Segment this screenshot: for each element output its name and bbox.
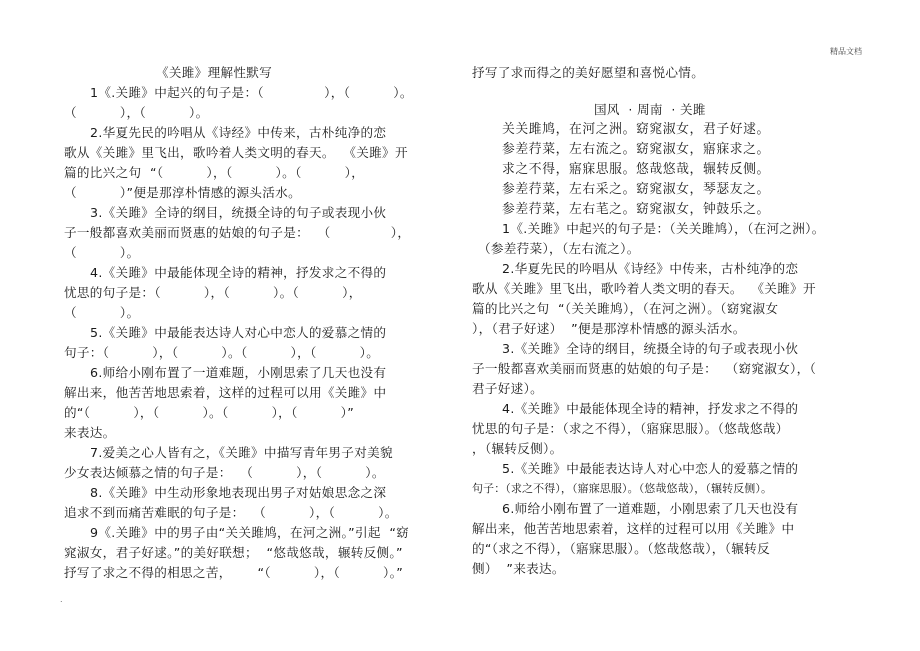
question-line: 句子：（ ），（ ）。（ ），（ ）。: [64, 345, 380, 360]
question-line: 的“（ ），（ ）。（ ），（ ）”: [64, 405, 355, 420]
answer-line: 解出来，他苦苦地思索着，这样的过程可以用《关雎》中: [472, 521, 795, 536]
answer-line: 3.《关雎》全诗的纲目，统摄全诗的句子或表现小伙: [502, 341, 799, 356]
question-line: 窕淑女，君子好逑。”的美好联想； “悠哉悠哉，辗转反侧。”: [64, 545, 403, 560]
question-line: 歌从《关雎》里飞出，歌吟着人类文明的春天。 《关雎》开: [64, 145, 408, 160]
answer-line: 1《.关雎》中起兴的句子是：（关关雎鸠），（在河之洲）。: [502, 221, 825, 236]
poem-line: 参差荇菜，左右芼之。窈窕淑女，钟鼓乐之。: [502, 202, 770, 217]
answer-line: （参差荇菜），（左右流之）。: [478, 241, 640, 256]
question-line: 忧思的句子是：（ ），（ ）。（ ），: [64, 285, 362, 300]
question-line: 5.《关雎》中最能表达诗人对心中恋人的爱慕之情的: [90, 325, 387, 340]
question-line: 追求不到而痛苦难眠的句子是： （ ），（ ）。: [64, 505, 398, 520]
poem-line: 求之不得，寤寐思服。悠哉悠哉，辗转反侧。: [502, 162, 770, 177]
question-line: 来表达。: [64, 425, 116, 440]
answer-line: 歌从《关雎》里飞出，歌吟着人类文明的春天。 《关雎》开: [472, 281, 816, 296]
question-line: （ ）。: [64, 245, 140, 260]
question-line: 4.《关雎》中最能体现全诗的精神，抒发求之不得的: [90, 265, 387, 280]
question-line: 2.华夏先民的吟唱从《诗经》中传来，古朴纯净的恋: [90, 125, 387, 140]
header-tag: 精品文档: [830, 47, 862, 56]
poem-line: 参差荇菜，左右流之。窈窕淑女，寤寐求之。: [502, 142, 770, 157]
question-line: 9《.关雎》中的男子由“关关雎鸠，在河之洲。”引起 “窈: [90, 525, 410, 540]
question-line: 3.《关雎》全诗的纲目，统摄全诗的句子或表现小伙: [90, 205, 387, 220]
footer-mark: .: [60, 595, 63, 604]
answer-line: 侧） ”来表达。: [472, 561, 565, 576]
question-line: 6.师给小刚布置了一道难题，小刚思索了几天也没有: [90, 365, 387, 380]
answer-line: 篇的比兴之句 “（关关雎鸠），（在河之洲）。（窈窕淑女: [472, 301, 779, 316]
answer-line: 4.《关雎》中最能体现全诗的精神，抒发求之不得的: [502, 401, 799, 416]
answer-line: 忧思的句子是：（求之不得），（寤寐思服）。（悠哉悠哉）: [472, 421, 789, 436]
answer-line: 6.师给小刚布置了一道难题，小刚思索了几天也没有: [502, 501, 799, 516]
question-line: 8.《关雎》中生动形象地表现出男子对姑娘思念之深: [90, 485, 387, 500]
answer-line: ，（辗转反侧）。: [472, 441, 563, 456]
question-line: 少女表达倾慕之情的句子是： （ ），（ ）。: [64, 465, 385, 480]
worksheet-title: 《关雎》理解性默写: [156, 65, 273, 80]
answer-line: 的“（求之不得），（寤寐思服）。（悠哉悠哉），（辗转反: [472, 541, 770, 556]
answer-line: ），（君子好逑） ”便是那淳朴情感的源头活水。: [472, 321, 746, 336]
question-line: （ ）”便是那淳朴情感的源头活水。: [64, 185, 301, 200]
question-line: （ ）。: [64, 305, 140, 320]
question-line: 解出来，他苦苦地思索着，这样的过程可以用《关雎》中: [64, 385, 387, 400]
answer-line: 5.《关雎》中最能表达诗人对心中恋人的爱慕之情的: [502, 461, 799, 476]
question-line: 抒写了求之不得的相思之苦， “（ ），（ ）。”: [64, 565, 404, 580]
answer-line: 2.华夏先民的吟唱从《诗经》中传来，古朴纯净的恋: [502, 261, 799, 276]
question-line: 1《.关雎》中起兴的句子是：（ ），（ ）。: [90, 85, 413, 100]
poem-title: 国风 · 周南 · 关雎: [594, 102, 706, 117]
question-line: 篇的比兴之句 “（ ），（ ）。（ ），: [64, 165, 365, 180]
question-line: 7.爱美之心人皆有之，《关雎》中描写青年男子对美貌: [90, 445, 393, 460]
poem-line: 关关雎鸠，在河之洲。窈窕淑女，君子好逑。: [502, 122, 770, 137]
answer-line: 子一般都喜欢美丽而贤惠的姑娘的句子是： （窈窕淑女），（: [472, 361, 817, 376]
question-line: 子一般都喜欢美丽而贤惠的姑娘的句子是： （ ），: [64, 225, 411, 240]
answer-line: 句子：（求之不得），（寤寐思服）。（悠哉悠哉），（辗转反侧）。: [472, 482, 773, 495]
answer-line: 君子好逑）。: [472, 381, 544, 396]
poem-line: 参差荇菜，左右采之。窈窕淑女，琴瑟友之。: [502, 182, 770, 197]
question-line: （ ），（ ）。: [64, 105, 209, 120]
answer-line: 抒写了求而得之的美好愿望和喜悦心情。: [472, 65, 705, 80]
